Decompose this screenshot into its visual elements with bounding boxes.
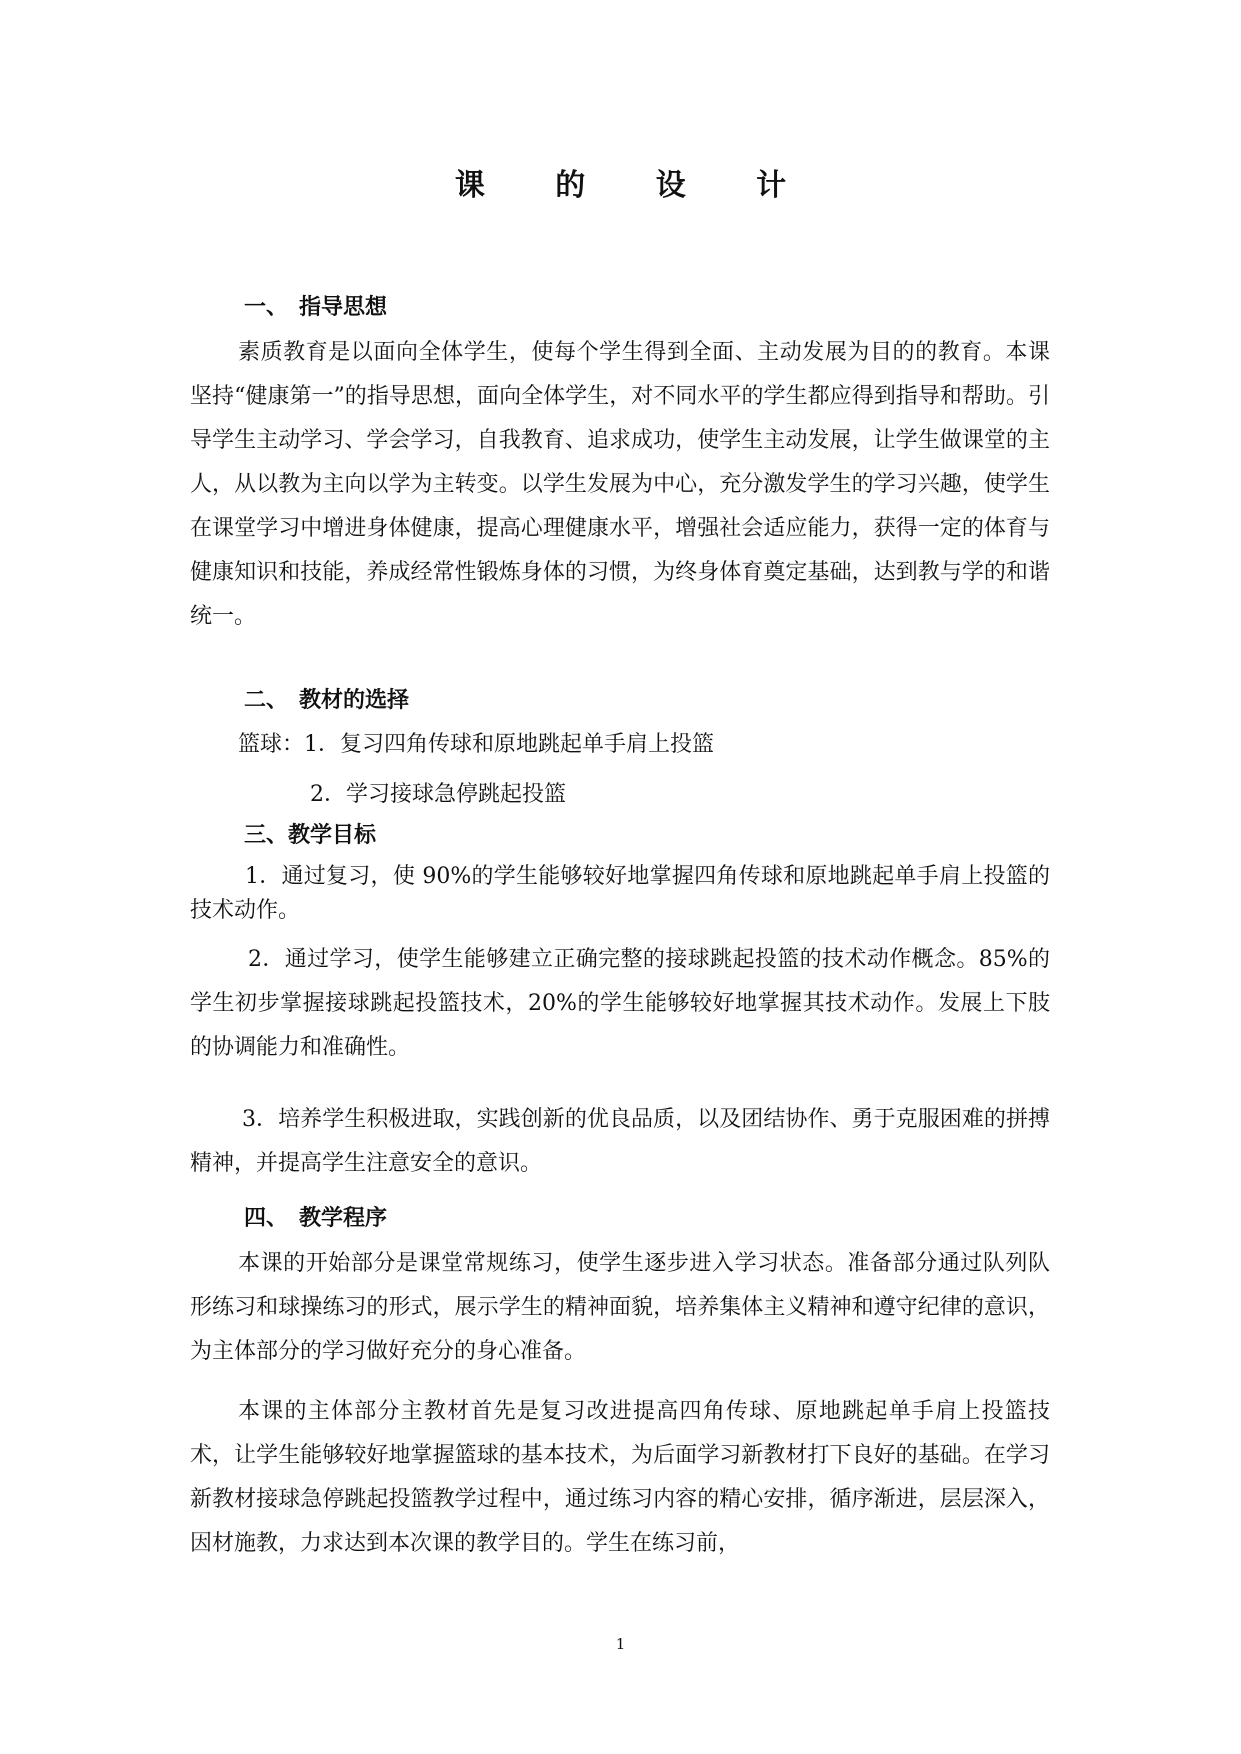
objective-item: 1．通过复习，使 90%的学生能够较好地掌握四角传球和原地跳起单手肩上投篮的技术动作。: [190, 864, 1050, 923]
section-number: 二、: [244, 688, 289, 713]
section-heading-text: 指导思想: [299, 295, 388, 320]
section-number: 一、: [244, 295, 289, 320]
section-paragraph: 本课的主体部分主教材首先是复习改进提高四角传球、原地跳起单手肩上投篮技术，让学生能够较好地掌握篮球的基本技术，为后面学习新教材打下良好的基础。在学习新教材接球急停跳起投篮教学过程中，通过练习内容的精心安排，循序渐进，层层深入，因材施教，力求达到本次课的教学目的。学生在练习前，: [190, 1399, 1050, 1556]
objective-item: 2．通过学习，使学生能够建立正确完整的接球跳起投篮的技术动作概念。85%的学生初步掌握接球跳起投篮技术，20%的学生能够较好地掌握其技术动作。发展上下肢的协调能力和准确性。: [190, 947, 1050, 1060]
page-title: 课 的 设 计: [454, 168, 817, 203]
section-heading-text: 教学目标: [288, 823, 377, 848]
section-paragraph: 素质教育是以面向全体学生，使每个学生得到全面、主动发展为目的的教育。本课坚持“健康第一”的指导思想，面向全体学生，对不同水平的学生都应得到指导和帮助。引导学生主动学习、学会学习，自我教育、追求成功，使学生主动发展，让学生做课堂的主人，从以教为主向以学为主转变。以学生发展为中心，充分激发学生的学习兴趣，使学生在课堂学习中增进身体健康，提高心理健康水平，增强社会适应能力，获得一定的体育与健康知识和技能，养成经常性锻炼身体的习惯，为终身体育奠定基础，达到教与学的和谐统一。: [190, 340, 1050, 629]
section-paragraph: 本课的开始部分是课堂常规练习，使学生逐步进入学习状态。准备部分通过队列队形练习和球操练习的形式，展示学生的精神面貌，培养集体主义精神和遵守纪律的意识，为主体部分的学习做好充分的身心准备。: [190, 1251, 1050, 1364]
section-heading-3: [244, 818, 376, 849]
material-item: 2．学习接球急停跳起投篮: [310, 782, 566, 807]
section-heading-4: [244, 1201, 387, 1232]
section-heading-1: [244, 290, 387, 321]
material-item: 篮球：1．复习四角传球和原地跳起单手肩上投篮: [238, 732, 714, 757]
section-heading-text: 教材的选择: [299, 688, 410, 713]
section-heading-2: [244, 683, 409, 714]
section-heading-text: 教学程序: [299, 1206, 388, 1231]
page-number: 1: [615, 1635, 626, 1653]
section-number: 四、: [244, 1206, 289, 1231]
section-number: 三、: [244, 823, 289, 848]
objective-item: 3．培养学生积极进取，实践创新的优良品质，以及团结协作、勇于克服困难的拼搏精神，并提高学生注意安全的意识。: [190, 1107, 1050, 1176]
